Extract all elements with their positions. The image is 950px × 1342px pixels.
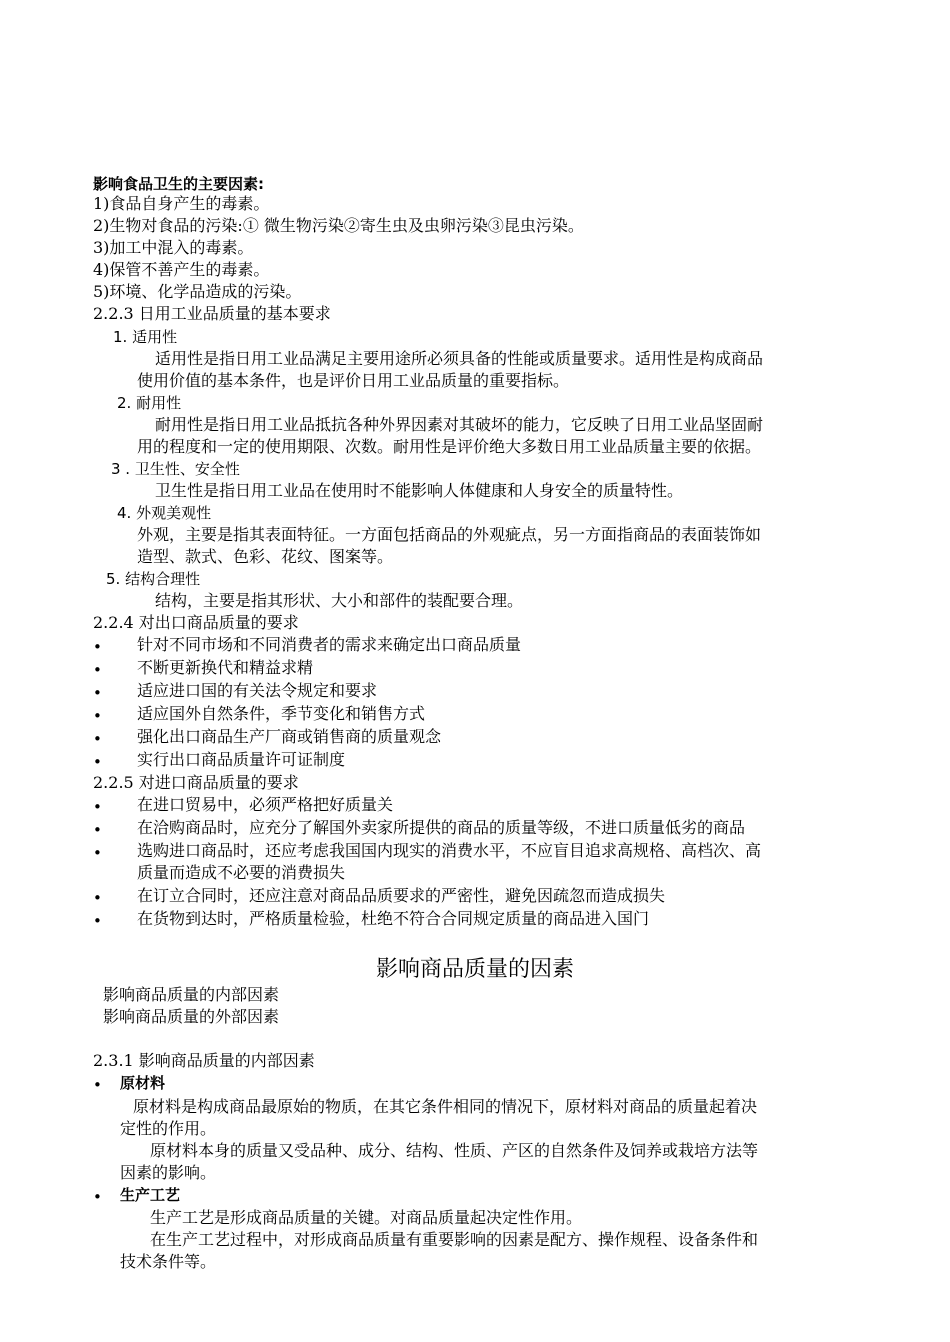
section-title-2-3-1: 2.3.1 影响商品质量的内部因素 — [93, 1051, 315, 1070]
section-title-2-2-4: 2.2.4 对出口商品质量的要求 — [93, 613, 299, 632]
factor-item: 3)加工中混入的毒素。 — [93, 238, 254, 257]
paragraph-line: 造型、款式、色彩、花纹、图案等。 — [137, 547, 394, 566]
list-item: 在洽购商品时，应充分了解国外卖家所提供的商品的质量等级，不进口质量低劣的商品 — [137, 818, 746, 837]
section-title-2-2-5: 2.2.5 对进口商品质量的要求 — [93, 773, 299, 792]
paragraph-line: 定性的作用。 — [120, 1119, 217, 1138]
factor-item: 4)保管不善产生的毒素。 — [93, 260, 270, 279]
bullet-icon: • — [93, 1188, 102, 1206]
paragraph-line: 在生产工艺过程中，对形成商品质量有重要影响的因素是配方、操作规程、设备条件和 — [150, 1230, 759, 1249]
paragraph-line: 适用性是指日用工业品满足主要用途所必须具备的性能或质量要求。适用性是构成商品 — [155, 349, 764, 368]
paragraph-line: 结构，主要是指其形状、大小和部件的装配要合理。 — [155, 591, 524, 610]
factor-item: 1)食品自身产生的毒素。 — [93, 194, 270, 213]
list-item: 选购进口商品时，还应考虑我国国内现实的消费水平，不应盲目追求高规格、高档次、高 — [137, 841, 762, 860]
subheading-hygiene-safety: 3 . 卫生性、安全性 — [111, 460, 240, 478]
bullet-icon: • — [93, 684, 102, 702]
bullet-icon: • — [93, 707, 102, 725]
subheading-raw-materials: 原材料 — [120, 1074, 166, 1092]
subheading-structure: 5. 结构合理性 — [106, 570, 201, 588]
subheading-production-process: 生产工艺 — [120, 1186, 181, 1204]
list-item: 实行出口商品质量许可证制度 — [137, 750, 346, 769]
bullet-icon: • — [93, 889, 102, 907]
list-item-continuation: 质量而造成不必要的消费损失 — [137, 863, 346, 882]
list-item: 适应进口国的有关法令规定和要求 — [137, 681, 378, 700]
bullet-icon: • — [93, 1076, 102, 1094]
subheading-durability: 2. 耐用性 — [117, 394, 182, 412]
paragraph-line: 原材料本身的质量又受品种、成分、结构、性质、产区的自然条件及饲养或栽培方法等 — [150, 1141, 759, 1160]
paragraph-line: 用的程度和一定的使用期限、次数。耐用性是评价绝大多数日用工业品质量主要的依据。 — [137, 437, 762, 456]
paragraph-line: 因素的影响。 — [120, 1163, 217, 1182]
bullet-icon: • — [93, 730, 102, 748]
paragraph-line: 使用价值的基本条件，也是评价日用工业品质量的重要指标。 — [137, 371, 570, 390]
list-item: 在货物到达时，严格质量检验，杜绝不符合合同规定质量的商品进入国门 — [137, 909, 650, 928]
subheading-suitability: 1. 适用性 — [113, 328, 178, 346]
paragraph-line: 外观，主要是指其表面特征。一方面包括商品的外观疵点，另一方面指商品的表面装饰如 — [137, 525, 762, 544]
list-item: 在订立合同时，还应注意对商品品质要求的严密性，避免因疏忽而造成损失 — [137, 886, 666, 905]
paragraph-line: 卫生性是指日用工业品在使用时不能影响人体健康和人身安全的质量特性。 — [155, 481, 684, 500]
paragraph-line: 耐用性是指日用工业品抵抗各种外界因素对其破坏的能力，它反映了日用工业品坚固耐 — [155, 415, 764, 434]
bullet-icon: • — [93, 661, 102, 679]
bullet-icon: • — [93, 798, 102, 816]
bullet-icon: • — [93, 912, 102, 930]
outline-item: 影响商品质量的内部因素 — [103, 985, 280, 1004]
paragraph-line: 生产工艺是形成商品质量的关键。对商品质量起决定性作用。 — [150, 1208, 583, 1227]
list-item: 针对不同市场和不同消费者的需求来确定出口商品质量 — [137, 635, 522, 654]
factor-item: 5)环境、化学品造成的污染。 — [93, 282, 302, 301]
bullet-icon: • — [93, 753, 102, 771]
factors-heading: 影响食品卫生的主要因素: — [93, 175, 264, 193]
outline-item: 影响商品质量的外部因素 — [103, 1007, 280, 1026]
subheading-appearance: 4. 外观美观性 — [117, 504, 212, 522]
paragraph-line: 技术条件等。 — [120, 1252, 217, 1271]
list-item: 不断更新换代和精益求精 — [137, 658, 314, 677]
list-item: 适应国外自然条件，季节变化和销售方式 — [137, 704, 426, 723]
list-item: 在进口贸易中，必须严格把好质量关 — [137, 795, 394, 814]
list-item: 强化出口商品生产厂商或销售商的质量观念 — [137, 727, 442, 746]
factor-item: 2)生物对食品的污染:① 微生物污染②寄生虫及虫卵污染③昆虫污染。 — [93, 216, 584, 235]
page-title: 影响商品质量的因素 — [375, 957, 574, 982]
paragraph-line: 原材料是构成商品最原始的物质，在其它条件相同的情况下，原材料对商品的质量起着决 — [133, 1097, 758, 1116]
section-title-2-2-3: 2.2.3 日用工业品质量的基本要求 — [93, 304, 331, 323]
bullet-icon: • — [93, 844, 102, 862]
bullet-icon: • — [93, 821, 102, 839]
bullet-icon: • — [93, 638, 102, 656]
